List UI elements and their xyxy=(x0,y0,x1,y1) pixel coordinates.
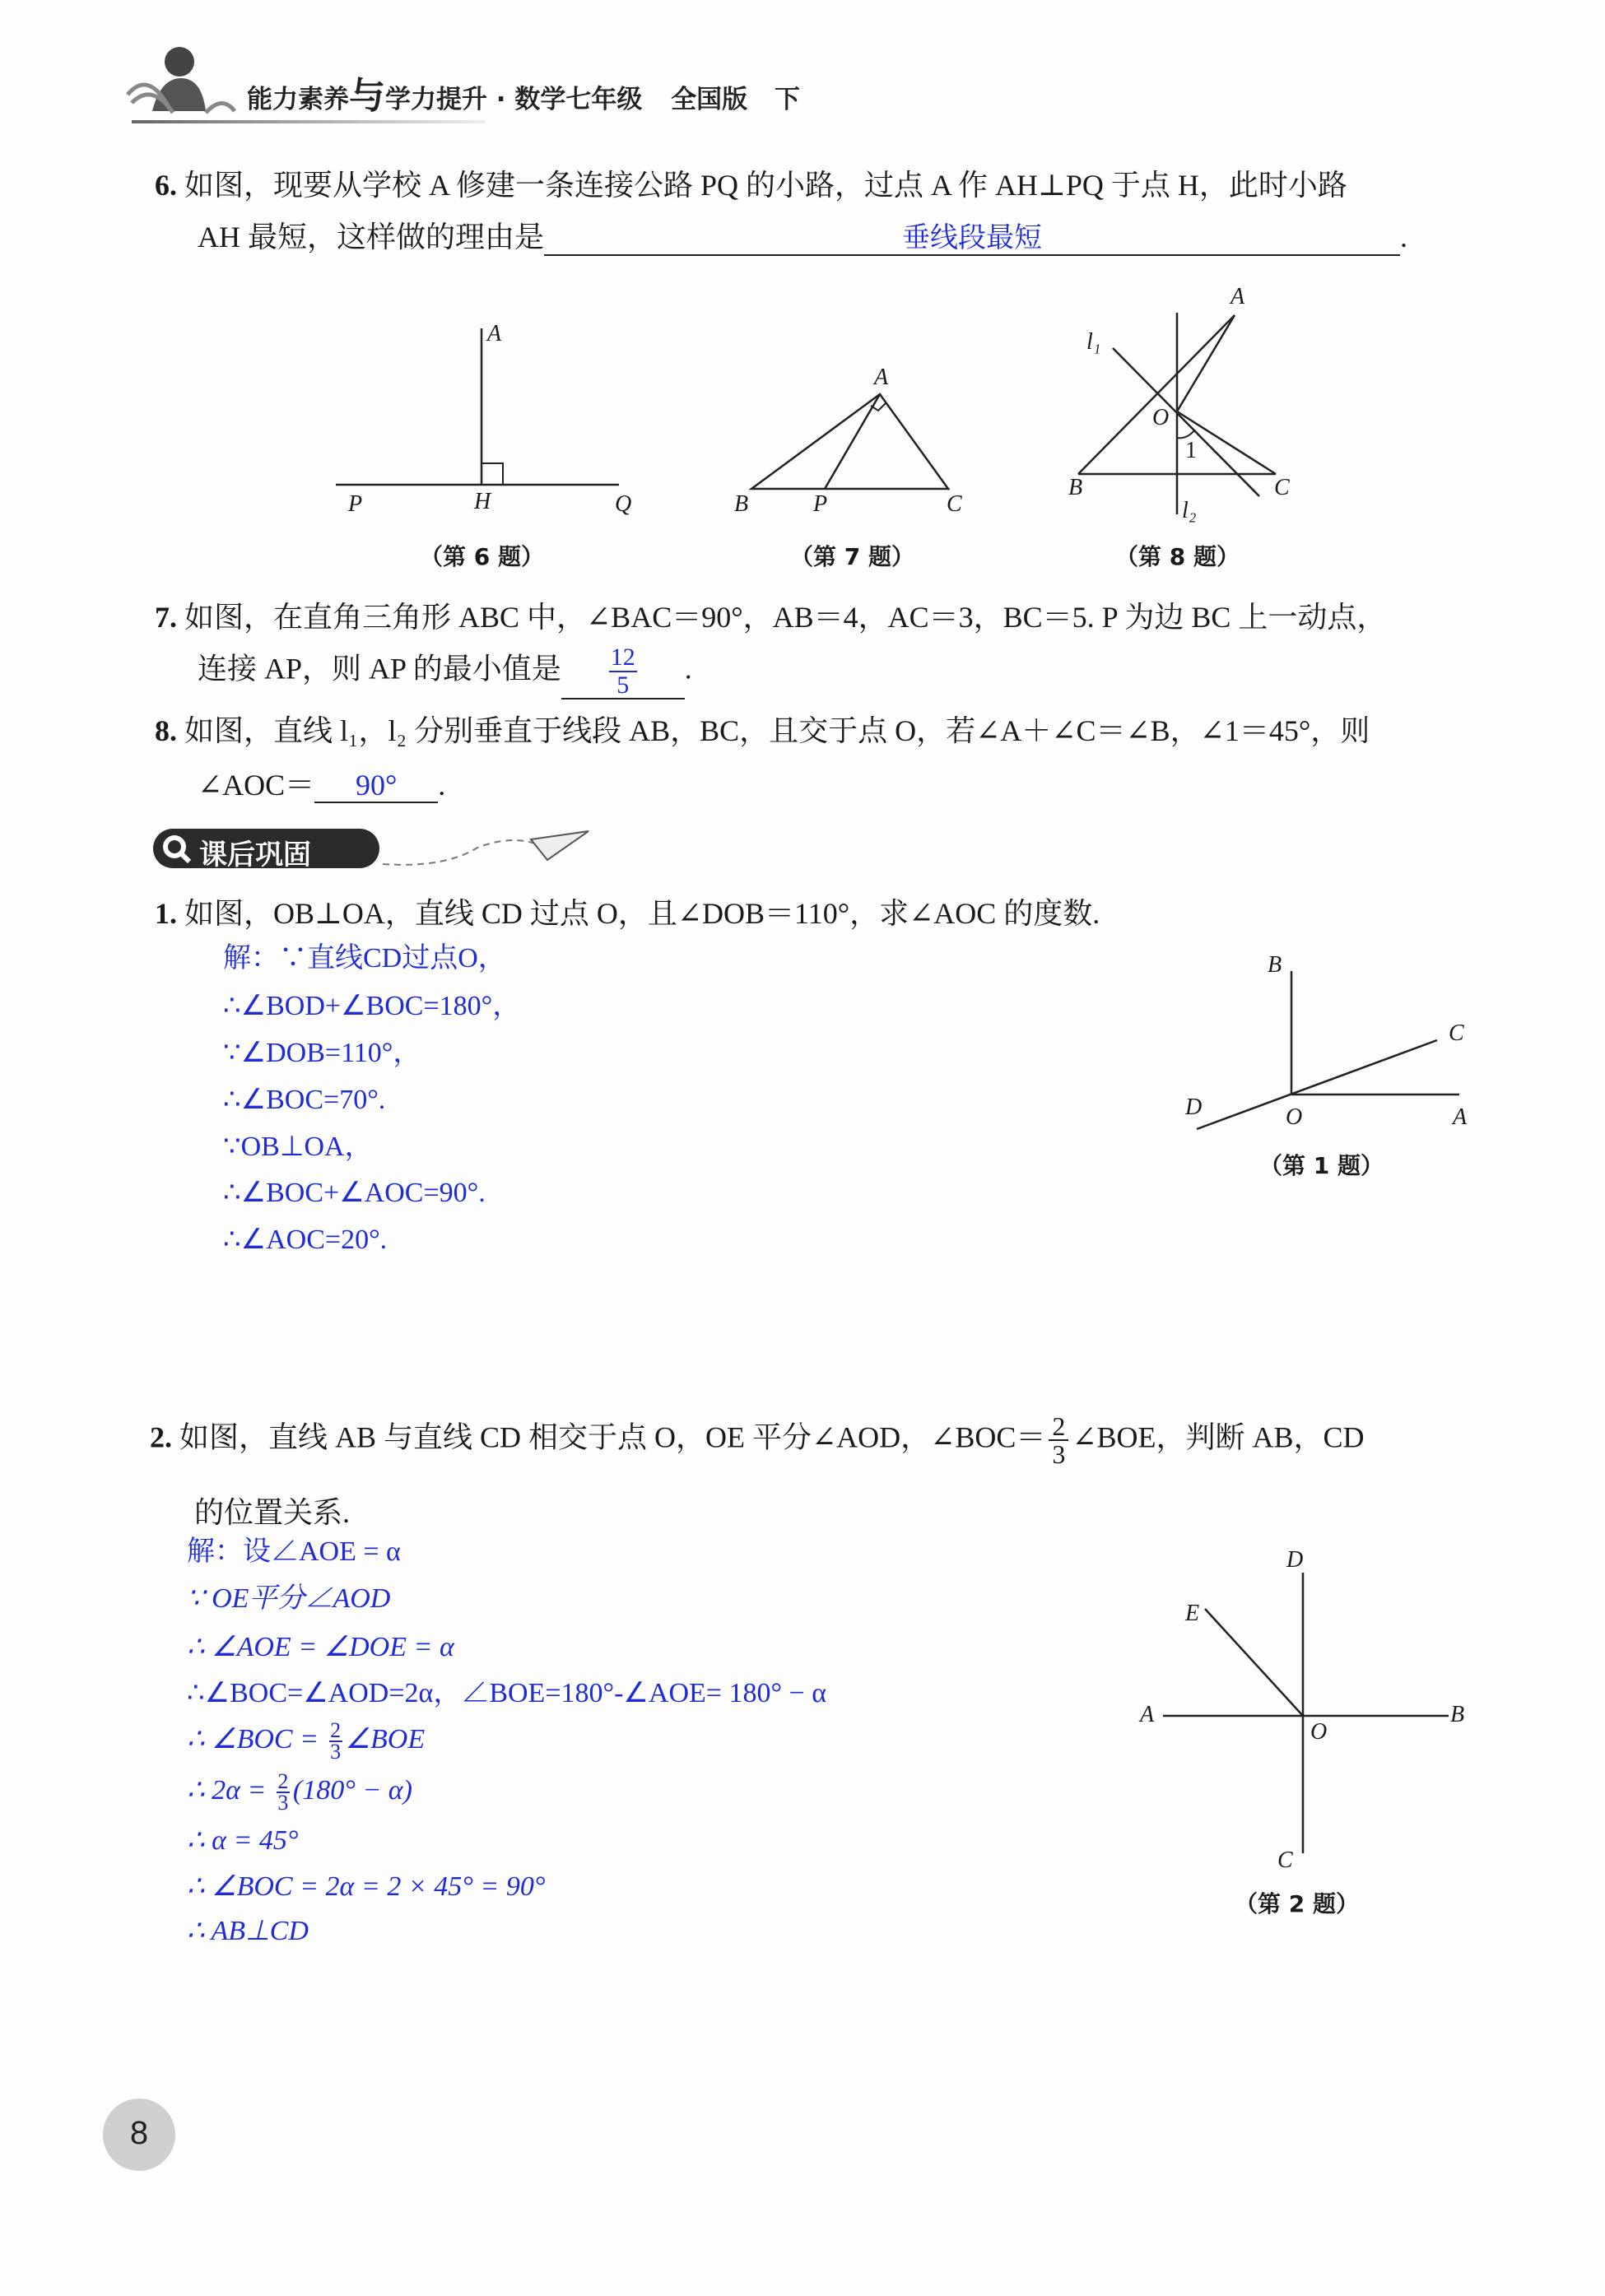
p2-sol-frac-num: 2 xyxy=(277,1769,289,1793)
p2-solution-line: ∴ ∠BOC = 2α = 2 × 45° = 90° xyxy=(187,1871,546,1902)
p1-solution-line: ∴∠AOC=20°. xyxy=(223,1225,388,1255)
fig-p1-label-o: O xyxy=(1286,1104,1303,1130)
p2-sol-frac-den: 3 xyxy=(330,1740,342,1764)
section-title: 课后巩固 xyxy=(199,839,311,871)
q8-text-1: 如图，直线 l₁，l₂ 分别垂直于线段 AB，BC，且交于点 O，若∠A＋∠C＝∠B，∠1＝45°，则 xyxy=(184,714,1370,747)
q6-number: 6. xyxy=(155,169,177,202)
p2-text-a: 如图，直线 AB 与直线 CD 相交于点 O，OE 平分∠AOD，∠BOC＝ xyxy=(179,1420,1046,1454)
fig7-caption: （第 7 题） xyxy=(790,543,914,570)
fig8-label-1: 1 xyxy=(1185,438,1197,463)
p1-solution-line: ∴∠BOD+∠BOC=180°， xyxy=(223,991,521,1021)
fig-p2-label-b: B xyxy=(1450,1702,1465,1727)
p1-text: 如图，OB⊥OA，直线 CD 过点 O，且∠DOB＝110°，求∠AOC 的度数. xyxy=(184,897,1100,930)
p1-solution-line: ∵∠DOB=110°， xyxy=(223,1038,421,1068)
fig8-label-o: O xyxy=(1152,405,1170,430)
p2-fraction-num: 2 xyxy=(1052,1411,1066,1441)
q6-period: . xyxy=(1400,221,1407,253)
fig6-label-q: Q xyxy=(615,491,632,517)
p1-solution-line: ∴∠BOC=70°. xyxy=(223,1085,386,1115)
fig-p2-label-o: O xyxy=(1310,1719,1328,1745)
q8-number: 8. xyxy=(155,714,177,747)
fig6-caption: （第 6 题） xyxy=(420,543,544,570)
q6-text-2: AH 最短，这样做的理由是 xyxy=(198,221,544,253)
p2-solution-line: ∴ AB⊥CD xyxy=(187,1916,309,1946)
fig-p1-label-d: D xyxy=(1185,1095,1203,1120)
header-title-right: 学力提升 · 数学七年级 xyxy=(385,85,643,114)
fig8-label-l2: l₂ xyxy=(1182,498,1197,523)
fig8-label-c: C xyxy=(1274,475,1290,500)
fig-p2-caption: （第 2 题） xyxy=(1235,1890,1359,1917)
fig8-caption: （第 8 题） xyxy=(1115,543,1240,570)
fig-p1-label-a: A xyxy=(1453,1104,1468,1130)
fig-p2-label-a: A xyxy=(1140,1702,1155,1727)
fig-p1-label-c: C xyxy=(1449,1020,1464,1046)
header-title-left: 能力素养 xyxy=(247,85,349,114)
p2-solution-line: 解：设∠AOE = α xyxy=(187,1536,401,1567)
header-title-mid: 与 xyxy=(349,75,385,117)
fig6-label-p: P xyxy=(348,491,363,517)
q6-answer: 垂线段最短 xyxy=(902,221,1042,254)
q7-text-2: 连接 AP，则 AP 的最小值是 xyxy=(198,652,561,686)
fig6-label-a: A xyxy=(487,321,502,346)
fig8-label-a: A xyxy=(1230,284,1245,309)
p1-number: 1. xyxy=(155,897,177,930)
q7-number: 7. xyxy=(155,601,177,634)
q7-text-1: 如图，在直角三角形 ABC 中，∠BAC＝90°，AB＝4，AC＝3，BC＝5. P 为边 BC 上一动点， xyxy=(184,601,1387,634)
p1-solution-line: ∵OB⊥OA， xyxy=(223,1132,373,1162)
fig-p2-label-e: E xyxy=(1185,1601,1200,1626)
page-number: 8 xyxy=(129,2115,149,2151)
p2-text-2: 的位置关系. xyxy=(194,1496,351,1529)
fig-p2-label-c: C xyxy=(1277,1847,1293,1873)
p2-solution-line-after: (180° − α) xyxy=(292,1774,412,1806)
fig8-label-l1: l₁ xyxy=(1086,329,1101,355)
q6-text-1: 如图，现要从学校 A 修建一条连接公路 PQ 的小路，过点 A 作 AH⊥PQ 于点 H，此时小路 xyxy=(184,169,1347,202)
fig7-label-b: B xyxy=(734,491,749,517)
p2-solution-line-text: ∴ ∠BOC = xyxy=(187,1723,326,1755)
q8-text-2: ∠AOC＝ xyxy=(198,769,315,802)
q8-period: . xyxy=(438,769,446,802)
p2-number: 2. xyxy=(150,1420,172,1454)
p2-solution-line-after: ∠BOE xyxy=(345,1723,426,1755)
p1-solution-line: ∴∠BOC+∠AOC=90°. xyxy=(223,1178,486,1208)
page-number-badge xyxy=(103,2098,175,2171)
p2-solution-line: ∴∠BOC=∠AOD=2α，∠BOE=180°-∠AOE= 180° − α xyxy=(187,1678,827,1708)
p2-text-b: ∠BOE，判断 AB，CD xyxy=(1072,1420,1365,1454)
q7-period: . xyxy=(684,652,692,686)
header-volume: 下 xyxy=(774,85,800,114)
p2-fraction-den: 3 xyxy=(1052,1439,1066,1469)
fig-p1-label-b: B xyxy=(1268,952,1282,978)
header-edition: 全国版 xyxy=(671,85,748,114)
q7-answer-numerator: 12 xyxy=(610,644,635,671)
p2-solution-line: ∵ OE平分∠AOD xyxy=(187,1583,391,1614)
q8-answer: 90° xyxy=(355,769,398,802)
p1-solution-line: 解：∵直线CD过点O， xyxy=(223,943,506,974)
fig7-label-a: A xyxy=(874,365,889,390)
p2-solution-line-text: ∴ 2α = xyxy=(187,1774,273,1806)
p2-solution-line: ∴ ∠AOE = ∠DOE = α xyxy=(187,1632,454,1662)
p2-solution-line: ∴ α = 45° xyxy=(187,1825,299,1856)
fig7-label-p: P xyxy=(813,491,828,517)
fig-p2-label-d: D xyxy=(1286,1547,1304,1573)
fig6-label-h: H xyxy=(474,489,491,514)
fig-p1-caption: （第 1 题） xyxy=(1259,1152,1384,1179)
fig8-label-b: B xyxy=(1068,475,1083,500)
p2-sol-frac-den: 3 xyxy=(277,1791,289,1815)
q7-answer-denominator: 5 xyxy=(616,672,630,699)
fig7-label-c: C xyxy=(947,491,962,517)
p2-sol-frac-num: 2 xyxy=(330,1718,342,1742)
